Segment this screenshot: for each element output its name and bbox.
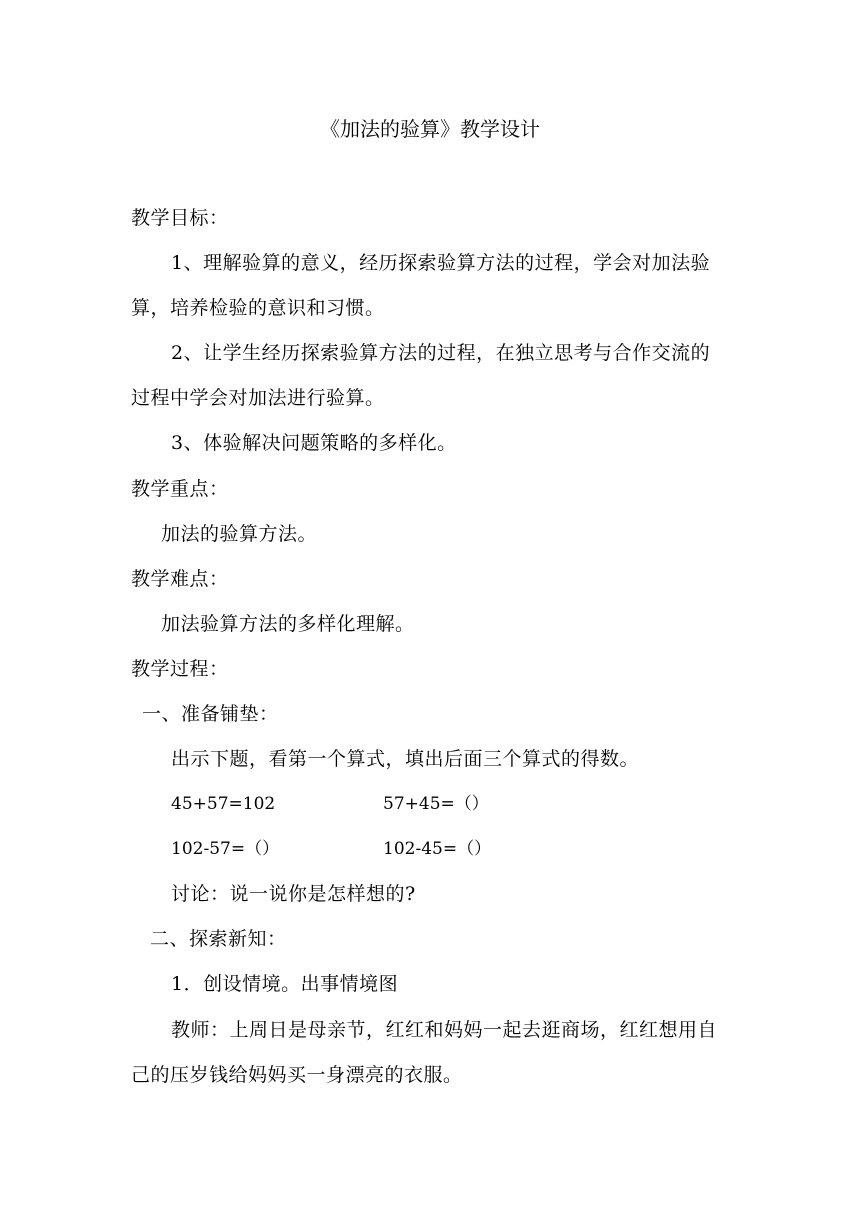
item-1: 1．创设情境。出事情境图 [171, 973, 399, 995]
goal-2-line-2: 过程中学会对加法进行验算。 [131, 387, 385, 409]
key-points-heading: 教学重点： [131, 478, 229, 500]
equation-1: 45+57=102 [171, 794, 276, 814]
teacher-line-2: 己的压岁钱给妈妈买一身漂亮的衣服。 [131, 1064, 463, 1086]
section-2-heading: 二、探索新知： [150, 928, 287, 950]
teacher-line-1: 教师：上周日是母亲节，红红和妈妈一起去逛商场，红红想用自 [171, 1019, 718, 1041]
difficulty-text: 加法验算方法的多样化理解。 [161, 613, 415, 635]
difficulty-heading: 教学难点： [131, 568, 229, 590]
key-points-text: 加法的验算方法。 [161, 523, 318, 545]
goal-1-line-2: 算，培养检验的意识和习惯。 [131, 297, 385, 319]
equation-3: 102-57=（） [171, 839, 280, 859]
equation-4: 102-45=（） [383, 839, 492, 859]
section-1-intro: 出示下题，看第一个算式，填出后面三个算式的得数。 [171, 748, 640, 770]
equation-2: 57+45=（） [383, 794, 489, 814]
goals-heading: 教学目标： [131, 207, 229, 229]
discussion-text: 讨论：说一说你是怎样想的? [171, 883, 416, 905]
goal-1-line-1: 1、理解验算的意义，经历探索验算方法的过程，学会对加法验 [171, 252, 711, 274]
section-1-heading: 一、准备铺垫： [142, 703, 279, 725]
goal-2-line-1: 2、让学生经历探索验算方法的过程，在独立思考与合作交流的 [171, 342, 711, 364]
goal-3: 3、体验解决问题策略的多样化。 [171, 432, 457, 454]
process-heading: 教学过程： [131, 658, 229, 680]
document-title: 《加法的验算》教学设计 [320, 117, 540, 141]
